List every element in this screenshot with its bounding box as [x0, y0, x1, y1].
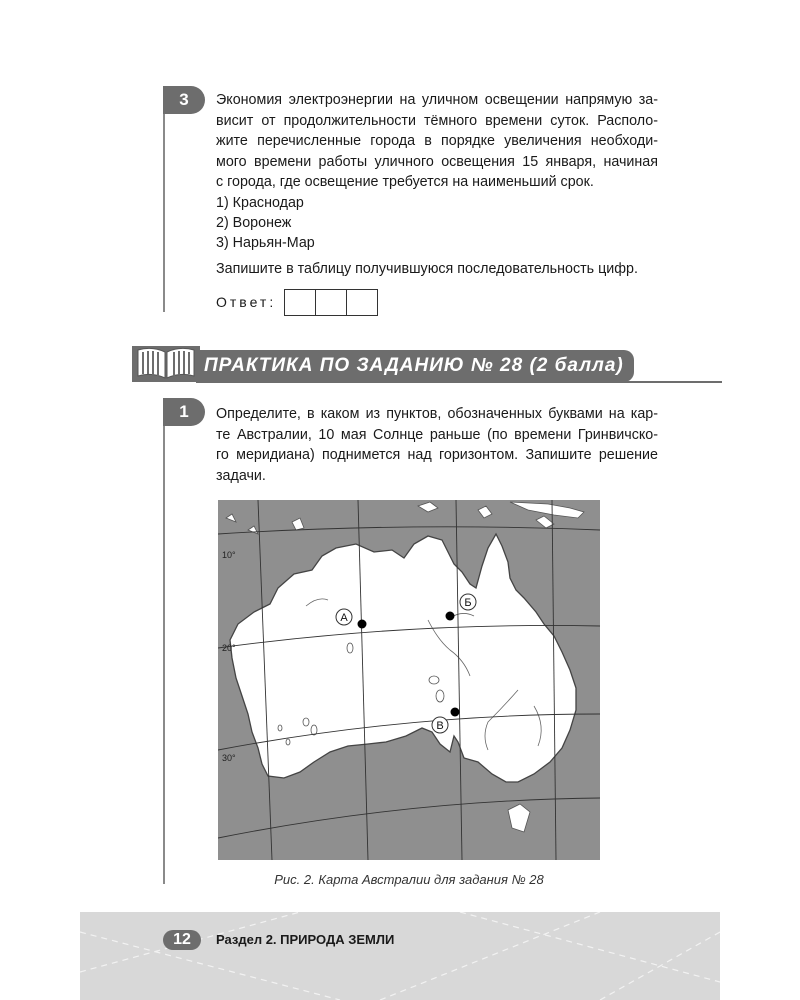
task-number-badge	[163, 86, 205, 114]
task3-margin-line	[163, 86, 165, 312]
option-item: 3) Нарьян-Мар	[216, 235, 315, 251]
text-line: те Австралии, 10 мая Солнце раньше (по времени Гринвичско-	[216, 426, 658, 443]
text-line: Экономия электроэнергии на уличном освещении напрямую за-	[216, 92, 658, 108]
map-caption: Рис. 2. Карта Австралии для задания № 28	[274, 872, 544, 887]
instruction-text	[216, 259, 658, 280]
lat-label: 10°	[222, 550, 236, 560]
text-line: висит от продолжительности тёмного времени суток. Располо-	[216, 112, 658, 129]
point-label: В	[436, 720, 444, 732]
text-line: Определите, в каком из пунктов, обозначенных буквами на кар-	[216, 406, 658, 422]
footer-pattern	[80, 912, 720, 1000]
answer-cell[interactable]	[316, 290, 347, 315]
page-number-badge	[163, 930, 201, 950]
answer-table	[284, 289, 378, 316]
banner-title: ПРАКТИКА ПО ЗАДАНИЮ № 28 (2 балла)	[204, 355, 624, 376]
book-icon	[130, 340, 202, 386]
point-label: Б	[464, 597, 472, 609]
lat-label: 20°	[222, 643, 236, 653]
page-number: 12	[173, 931, 191, 948]
text-line: го меридиана) поднимется над горизонтом. Запишите решение	[216, 447, 658, 463]
task-number: 3	[179, 90, 189, 109]
text-line: Запишите в таблицу получившуюся последовательность цифр.	[216, 261, 638, 277]
australia-map	[218, 500, 600, 860]
point-label: А	[340, 612, 348, 624]
practice-banner	[196, 350, 634, 382]
banner-divider	[196, 381, 722, 383]
footer-band	[80, 912, 720, 1000]
lat-label: 30°	[222, 753, 236, 763]
answer-cell[interactable]	[285, 290, 316, 315]
text-line: мого времени работы уличного освещения 15 января, начиная	[216, 153, 658, 170]
task-number: 1	[179, 402, 189, 421]
options-list	[216, 193, 315, 253]
text-line: с города, где освещение требуется на наименьший срок.	[216, 174, 594, 190]
task1-margin-line	[163, 398, 165, 884]
task1-text	[216, 404, 658, 486]
answer-label: Ответ:	[216, 294, 277, 310]
option-item: 2) Воронеж	[216, 215, 292, 231]
text-line: жите перечисленные города в порядке увеличения необходи-	[216, 133, 658, 149]
answer-row	[216, 288, 378, 316]
text-line: задачи.	[216, 467, 266, 484]
answer-cell[interactable]	[347, 290, 377, 315]
task3-text	[216, 90, 658, 193]
section-title: Раздел 2. ПРИРОДА ЗЕМЛИ	[216, 932, 395, 947]
option-item: 1) Краснодар	[216, 195, 304, 211]
task-number-badge	[163, 398, 205, 426]
